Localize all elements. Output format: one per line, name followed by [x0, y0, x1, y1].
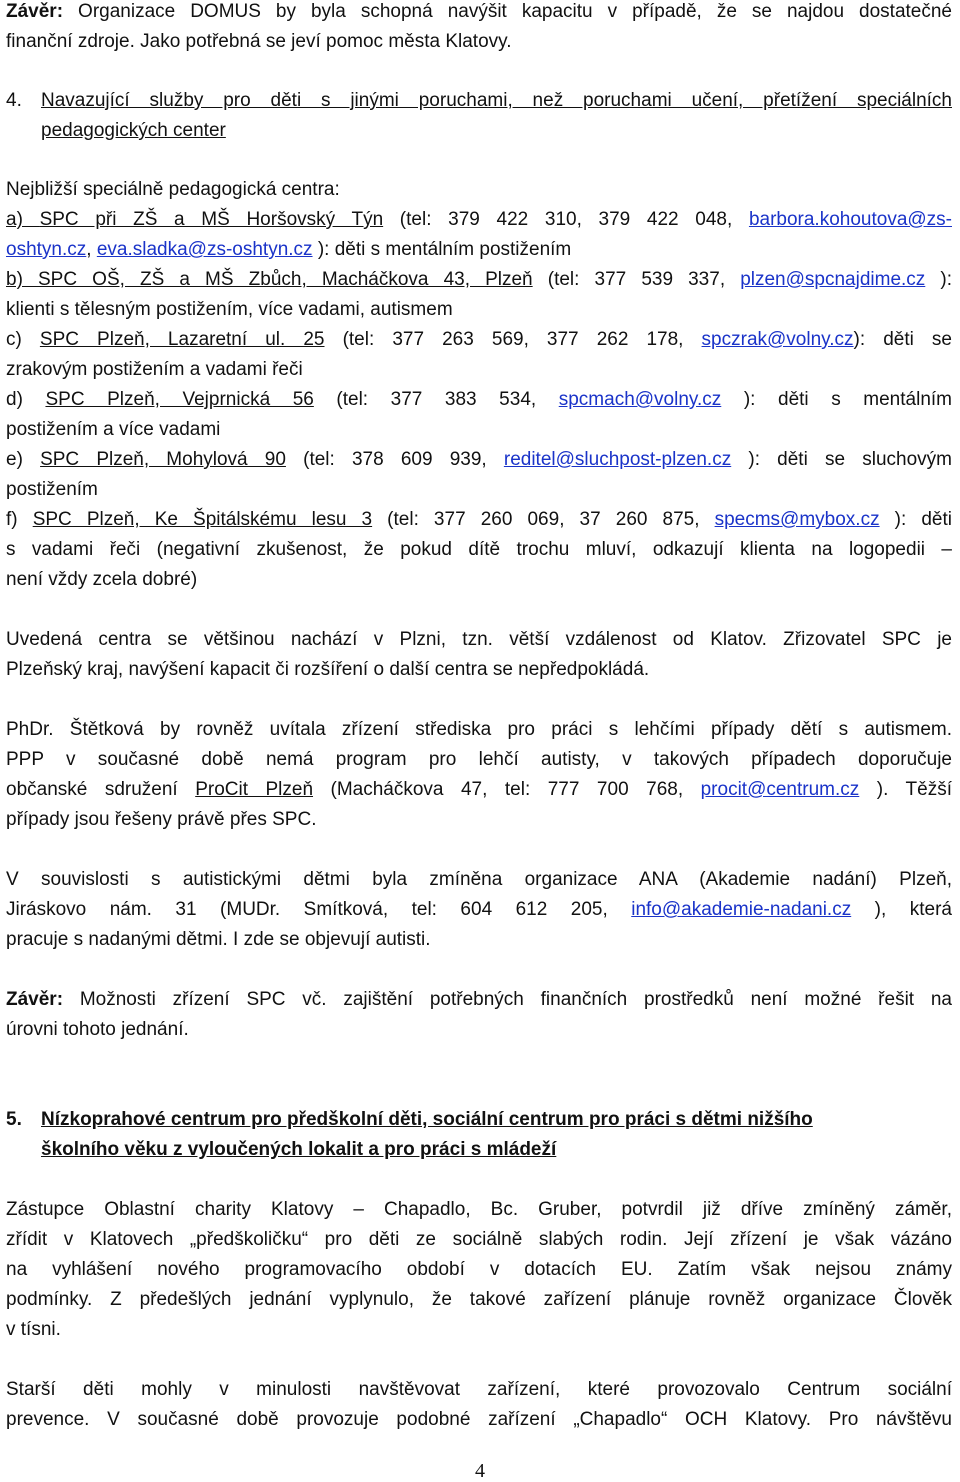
ana-para-text-a: Jiráskovo nám. 31 (MUDr. Smítková, tel: 604 612 205,	[6, 899, 632, 920]
centre-a-prefix: a)	[6, 209, 40, 230]
section-5-title-cont: školního věku z vyloučených lokalit a pro práci s mládeží	[41, 1139, 557, 1160]
autism-para-line-4: případy jsou řešeny právě přes SPC.	[6, 809, 317, 830]
ana-para-line-1: V souvislosti s autistickými dětmi byla zmíněna organizace ANA (Akademie nadání) Plzeň,	[6, 869, 952, 890]
centre-e-desc: ): děti se sluchovým	[731, 449, 952, 470]
ana-para-text-b: ), která	[851, 899, 952, 920]
conclusion-2-text: Možnosti zřízení SPC vč. zajištění potřebných finančních prostředků není možné řešit na	[63, 989, 952, 1010]
ana-email-link[interactable]: info@akademie-nadani.cz	[631, 899, 852, 920]
centre-c-desc: ): děti se	[853, 329, 952, 350]
centre-b-email-link[interactable]: plzen@spcnajdime.cz	[740, 269, 926, 290]
centre-e-line-2: postižením	[6, 479, 98, 500]
conclusion-2-label: Závěr:	[6, 989, 64, 1010]
centres-location-line-1: Uvedená centra se většinou nachází v Plzni, tzn. větší vzdálenost od Klatov. Zřizovatel SPC je	[6, 629, 952, 650]
section-5-heading-line-1	[6, 1108, 952, 1132]
centre-a-email-link[interactable]: barbora.kohoutova@zs-	[748, 209, 952, 230]
conclusion-line-1	[6, 0, 952, 24]
centre-b-name: SPC OŠ, ZŠ a MŠ Zbůch, Macháčkova 43, Plzeň	[38, 269, 533, 290]
centre-a-email2-link[interactable]: eva.sladka@zs-oshtyn.cz	[96, 239, 313, 260]
autism-para-text-a: občanské sdružení	[6, 779, 196, 800]
centre-a-tel: (tel: 379 422 310, 379 422 048,	[383, 209, 749, 230]
ana-para-line-3: pracuje s nadanými dětmi. I zde se objevují autisti.	[6, 929, 431, 950]
centre-b-line-1	[6, 268, 952, 292]
centre-f-email-link[interactable]: specms@mybox.cz	[714, 509, 880, 530]
centre-c-line-2: zrakovým postižením a vadami řeči	[6, 359, 303, 380]
older-children-line-1: Starší děti mohly v minulosti navštěvovat zařízení, které provozovalo Centrum sociální	[6, 1379, 952, 1400]
centre-f-line-3: není vždy zcela dobré)	[6, 569, 198, 590]
centre-a-email-link-cont[interactable]: oshtyn.cz	[6, 239, 87, 260]
centre-e-email-link[interactable]: reditel@sluchpost-plzen.cz	[503, 449, 732, 470]
section-4-title: Navazující služby pro děti s jinými poruchami, než poruchami učení, přetížení speciálních	[41, 90, 952, 111]
chapadlo-para-line-1: Zástupce Oblastní charity Klatovy – Chapadlo, Bc. Gruber, potvrdil již dříve zmíněný záměr,	[6, 1199, 952, 1220]
centre-d-prefix: d)	[6, 389, 46, 410]
autism-para-text-c: ). Těžší	[859, 779, 952, 800]
centre-e-tel: (tel: 378 609 939,	[285, 449, 504, 470]
conclusion-2-line-1	[6, 988, 952, 1012]
conclusion-line-2: finanční zdroje. Jako potřebná se jeví pomoc města Klatovy.	[6, 31, 512, 52]
centres-location-line-2: Plzeňský kraj, navýšení kapacit či rozšíření o další centra se nepředpokládá.	[6, 659, 650, 680]
centres-intro: Nejbližší speciálně pedagogická centra:	[6, 179, 340, 200]
centre-c-email-link[interactable]: spczrak@volny.cz	[701, 329, 854, 350]
section-4-number: 4.	[6, 90, 22, 111]
centre-d-tel: (tel: 377 383 534,	[313, 389, 559, 410]
centre-a-line-1	[6, 208, 952, 232]
chapadlo-para-line-5: v tísni.	[6, 1319, 61, 1340]
centre-d-desc: ): děti s mentálním	[721, 389, 952, 410]
centre-c-tel: (tel: 377 263 569, 377 262 178,	[324, 329, 702, 350]
centre-f-name: SPC Plzeň, Ke Špitálskému lesu 3	[32, 509, 373, 530]
conclusion-2-line-2: úrovni tohoto jednání.	[6, 1019, 189, 1040]
centre-d-email-link[interactable]: spcmach@volny.cz	[558, 389, 722, 410]
autism-para-text-b: (Macháčkova 47, tel: 777 700 768,	[313, 779, 701, 800]
centre-d-line-2: postižením a více vadami	[6, 419, 221, 440]
centre-c-prefix: c)	[6, 329, 40, 350]
centre-f-tel: (tel: 377 260 069, 37 260 875,	[372, 509, 715, 530]
autism-para-line-2: PPP v současné době nemá program pro lehčí autisty, v takových případech doporučuje	[6, 749, 952, 770]
chapadlo-para-line-4: podmínky. Z předešlých jednání vyplynulo, že takové zařízení plánuje rovněž organizace Člověk	[6, 1289, 952, 1310]
autism-para-line-3	[6, 778, 952, 802]
section-4-heading-line-1	[6, 89, 952, 113]
centre-f-desc: ): děti	[879, 509, 952, 530]
centre-e-name: SPC Plzeň, Mohylová 90	[40, 449, 286, 470]
centre-d-line-1	[6, 388, 952, 412]
centre-b-tel: (tel: 377 539 337,	[532, 269, 741, 290]
section-5-number: 5.	[6, 1109, 22, 1130]
section-5-heading-line-2	[6, 1138, 952, 1162]
older-children-line-2: prevence. V současné době provozuje podobné zařízení „Chapadlo“ OCH Klatovy. Pro návštěvu	[6, 1409, 952, 1430]
centre-f-prefix: f)	[6, 509, 33, 530]
section-4-heading-line-2	[6, 119, 952, 143]
centre-f-line-1	[6, 508, 952, 532]
centre-c-line-1	[6, 328, 952, 352]
centre-b-desc: ):	[925, 269, 953, 290]
ana-para-line-2	[6, 898, 952, 922]
procit-email-link[interactable]: procit@centrum.cz	[700, 779, 860, 800]
centre-a-desc: ): děti s mentálním postižením	[312, 239, 572, 260]
conclusion-label: Závěr:	[6, 1, 64, 22]
centre-f-line-2: s vadami řeči (negativní zkušenost, že pokud dítě trochu mluví, odkazují klienta na logopedii –	[6, 539, 952, 560]
section-4-title-cont: pedagogických center	[41, 120, 226, 141]
procit-org-name: ProCit Plzeň	[195, 779, 314, 800]
page-number: 4	[475, 1460, 485, 1482]
section-5-title: Nízkoprahové centrum pro předškolní děti, sociální centrum pro práci s dětmi nižšího	[41, 1109, 813, 1130]
centre-b-prefix: b)	[6, 269, 38, 290]
conclusion-text: Organizace DOMUS by byla schopná navýšit kapacitu v případě, že se najdou dostatečné	[63, 1, 952, 22]
centre-d-name: SPC Plzeň, Vejprnická 56	[45, 389, 314, 410]
autism-para-line-1: PhDr. Štětková by rovněž uvítala zřízení střediska pro práci s lehčími případy dětí s autismem.	[6, 719, 952, 740]
centre-b-line-2: klienti s tělesným postižením, více vadami, autismem	[6, 299, 453, 320]
centre-a-sep: ,	[86, 239, 97, 260]
centre-e-line-1	[6, 448, 952, 472]
centre-a-name: SPC při ZŠ a MŠ Horšovský Týn	[39, 209, 384, 230]
centre-c-name: SPC Plzeň, Lazaretní ul. 25	[39, 329, 325, 350]
centre-e-prefix: e)	[6, 449, 41, 470]
centre-a-line-2	[6, 238, 952, 262]
chapadlo-para-line-3: na vyhlášení nového programovacího období v dotacích EU. Zatím však nejsou známy	[6, 1259, 952, 1280]
chapadlo-para-line-2: zřídit v Klatovech „předškoličku“ pro děti ze sociálně slabých rodin. Její zřízení je však vázáno	[6, 1229, 952, 1250]
